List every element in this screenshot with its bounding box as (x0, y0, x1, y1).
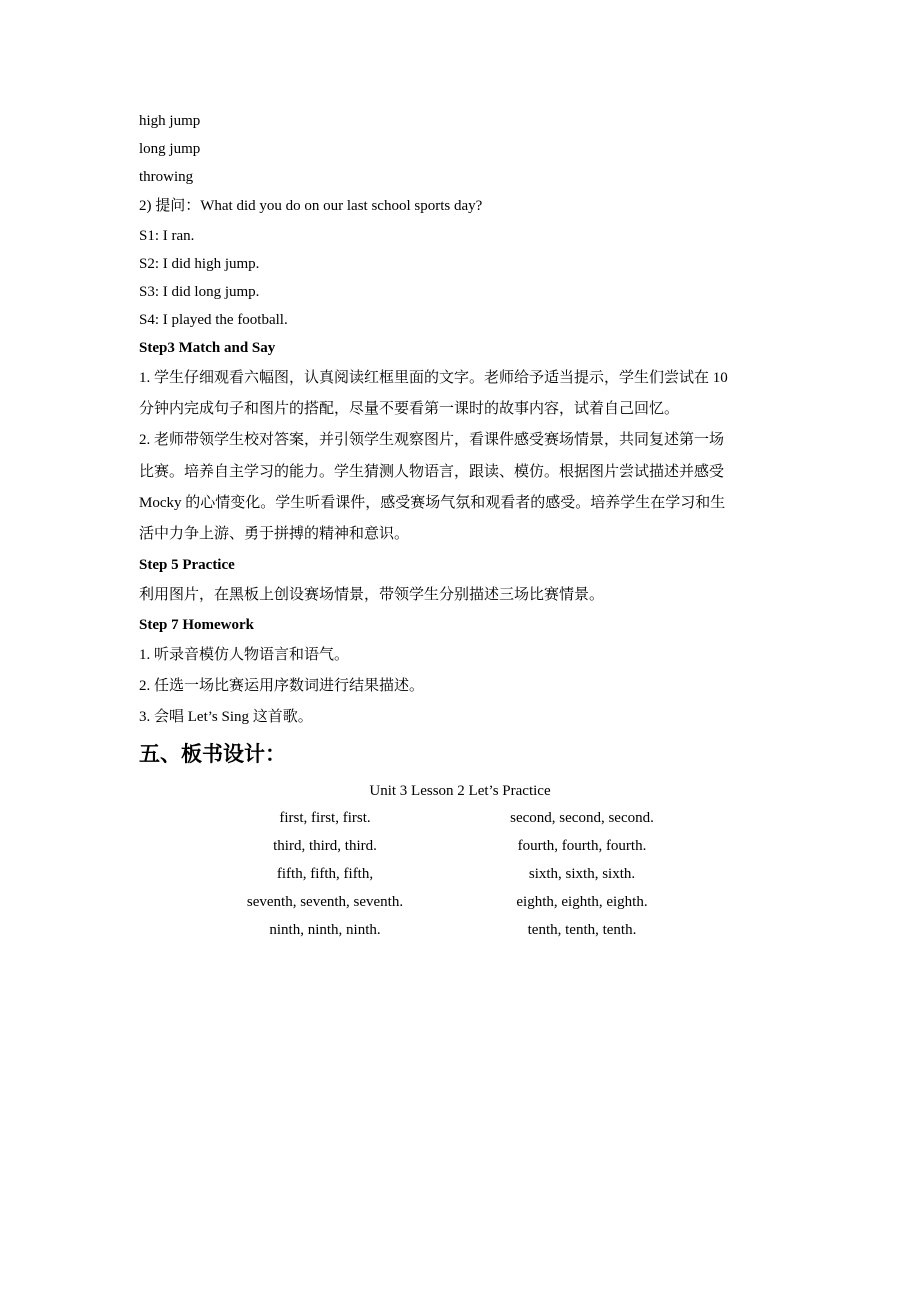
homework-item: 2. 任选一场比赛运用序数词进行结果描述。 (139, 678, 425, 694)
text-line-s2: S2: I did high jump. (139, 256, 260, 272)
board-cell-right: tenth, tenth, tenth. (527, 922, 637, 938)
board-cell-right: eighth, eighth, eighth. (516, 894, 648, 910)
text-line-high-jump: high jump (139, 113, 201, 129)
board-cell-left: ninth, ninth, ninth. (269, 922, 381, 938)
board-title: Unit 3 Lesson 2 Let’s Practice (369, 783, 551, 799)
step5-heading: Step 5 Practice (139, 557, 235, 573)
paragraph-line: 活中力争上游、勇于拼搏的精神和意识。 (139, 526, 410, 542)
paragraph-line: 利用图片，在黑板上创设赛场情景，带领学生分别描述三场比赛情景。 (139, 587, 605, 603)
board-cell-right: second, second, second. (510, 810, 654, 826)
paragraph-line: 分钟内完成句子和图片的搭配，尽量不要看第一课时的故事内容，试着自己回忆。 (139, 401, 680, 417)
text-line-long-jump: long jump (139, 141, 201, 157)
text-line-throwing: throwing (139, 169, 194, 185)
paragraph-line: 2. 老师带领学生校对答案，并引领学生观察图片，看课件感受赛场情景，共同复述第一场 (139, 432, 725, 448)
text-line-s1: S1: I ran. (139, 228, 195, 244)
text-line-question: 2) 提问：What did you do on our last school sports day? (139, 198, 483, 214)
text-line-s3: S3: I did long jump. (139, 284, 260, 300)
board-cell-right: sixth, sixth, sixth. (528, 866, 636, 882)
board-cell-left: seventh, seventh, seventh. (246, 894, 404, 910)
paragraph-line: 比赛。培养自主学习的能力。学生猜测人物语言，跟读、模仿。根据图片尝试描述并感受 (139, 464, 725, 480)
step3-heading: Step3 Match and Say (139, 340, 276, 356)
board-cell-right: fourth, fourth, fourth. (517, 838, 647, 854)
homework-item: 1. 听录音模仿人物语言和语气。 (139, 647, 350, 663)
board-cell-left: first, first, first. (279, 810, 371, 826)
paragraph-line: Mocky 的心情变化。学生听看课件，感受赛场气氛和观看者的感受。培养学生在学习和生 (139, 495, 726, 511)
step7-heading: Step 7 Homework (139, 617, 254, 633)
text-line-s4: S4: I played the football. (139, 312, 288, 328)
homework-item: 3. 会唱 Let’s Sing 这首歌。 (139, 709, 313, 725)
board-cell-left: fifth, fifth, fifth, (276, 866, 374, 882)
board-cell-left: third, third, third. (273, 838, 377, 854)
section-heading-board-design: 五、板书设计： (139, 742, 286, 766)
paragraph-line: 1. 学生仔细观看六幅图，认真阅读红框里面的文字。老师给予适当提示，学生们尝试在 10 (139, 370, 728, 386)
